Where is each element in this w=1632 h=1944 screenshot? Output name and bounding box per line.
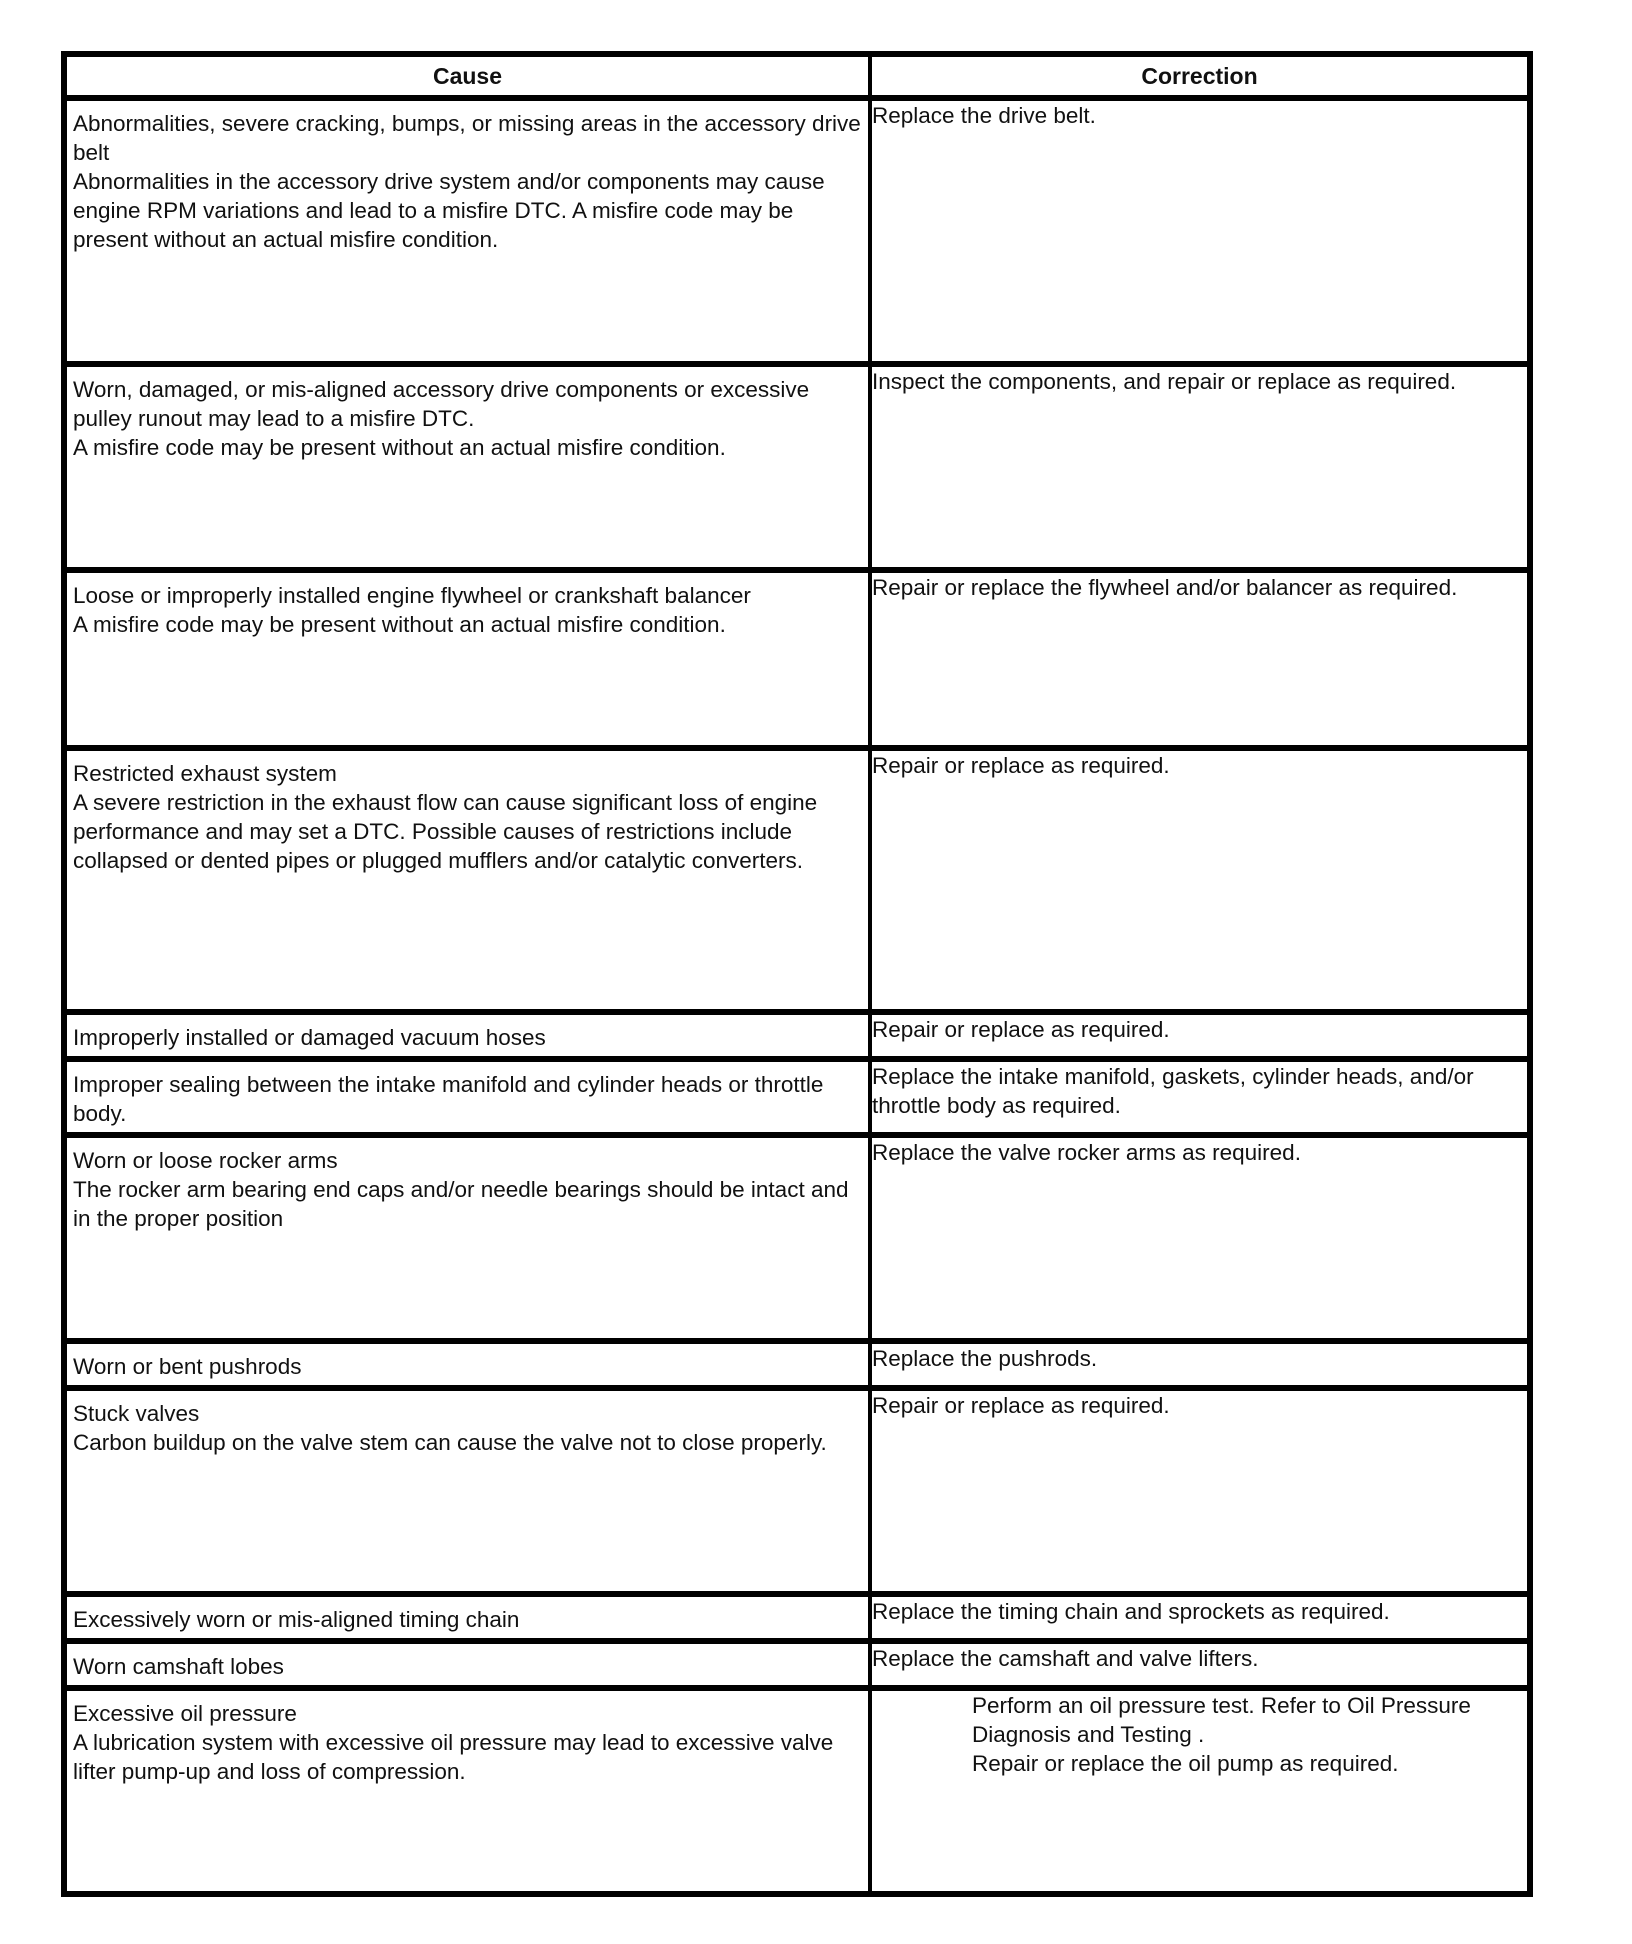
cause-cell	[65, 1640, 870, 1687]
table-row	[65, 1687, 1529, 1893]
cause-note: Abnormalities in the accessory drive system and/or components may cause engine RPM variations and lead to a misfire DTC. A misfire code may be present without an actual misfire condition.	[73, 169, 825, 252]
cause-cell	[65, 569, 870, 747]
cause-cell	[65, 1058, 870, 1134]
correction-cell: Repair or replace as required.	[870, 1011, 1529, 1058]
table-row	[65, 99, 1529, 363]
cause-cell	[65, 1387, 870, 1593]
header-row	[65, 55, 1529, 99]
cause-cell	[65, 363, 870, 569]
cause-cell	[65, 1134, 870, 1340]
correction-cell: Repair or replace as required.	[870, 747, 1529, 1011]
correction-cell: Replace the pushrods.	[870, 1340, 1529, 1387]
cause-note: A misfire code may be present without an actual misfire condition.	[73, 435, 726, 460]
cause-text: Abnormalities, severe cracking, bumps, or missing areas in the accessory drive belt	[73, 111, 861, 165]
table-row	[65, 1134, 1529, 1340]
cause-cell	[65, 1593, 870, 1640]
cause-note: A severe restriction in the exhaust flow can cause significant loss of engine performance and may set a DTC. Possible causes of restrictions include collapsed or dented pipes or plugged mufflers and/or catalytic converters.	[73, 790, 818, 873]
cause-note: Carbon buildup on the valve stem can cause the valve not to close properly.	[73, 1430, 827, 1455]
cause-correction-table	[61, 51, 1533, 1897]
cause-text: Loose or improperly installed engine flywheel or crankshaft balancer	[73, 583, 751, 608]
cause-note: The rocker arm bearing end caps and/or needle bearings should be intact and in the proper position	[73, 1177, 849, 1231]
correction-cell: Replace the intake manifold, gaskets, cylinder heads, and/or throttle body as required.	[870, 1058, 1529, 1134]
correction-cell: Replace the drive belt.	[870, 99, 1529, 363]
cause-cell	[65, 99, 870, 363]
table-row	[65, 1340, 1529, 1387]
cause-text: Worn camshaft lobes	[73, 1654, 284, 1679]
cause-text: Worn or bent pushrods	[73, 1354, 302, 1379]
table-row	[65, 1640, 1529, 1687]
cause-text: Worn, damaged, or mis-aligned accessory drive components or excessive pulley runout may lead to a misfire DTC.	[73, 377, 810, 431]
correction-cell: Replace the camshaft and valve lifters.	[870, 1640, 1529, 1687]
correction-steps	[872, 1691, 1527, 1778]
correction-step: Perform an oil pressure test. Refer to Oil Pressure Diagnosis and Testing .	[972, 1693, 1471, 1747]
correction-cell	[870, 1687, 1529, 1893]
cause-text: Restricted exhaust system	[73, 761, 337, 786]
cause-cell	[65, 1011, 870, 1058]
correction-cell: Repair or replace as required.	[870, 1387, 1529, 1593]
table-row	[65, 1058, 1529, 1134]
correction-cell: Inspect the components, and repair or replace as required.	[870, 363, 1529, 569]
table-row	[65, 1011, 1529, 1058]
correction-step: Repair or replace the oil pump as required.	[972, 1751, 1399, 1776]
cause-text: Excessively worn or mis-aligned timing chain	[73, 1607, 520, 1632]
correction-header: Correction	[870, 55, 1529, 99]
table-row	[65, 569, 1529, 747]
correction-cell: Repair or replace the flywheel and/or balancer as required.	[870, 569, 1529, 747]
cause-header: Cause	[65, 55, 870, 99]
cause-text: Improperly installed or damaged vacuum hoses	[73, 1025, 546, 1050]
table-row	[65, 363, 1529, 569]
cause-text: Excessive oil pressure	[73, 1701, 297, 1726]
cause-cell	[65, 1340, 870, 1387]
cause-text: Stuck valves	[73, 1401, 200, 1426]
cause-note: A lubrication system with excessive oil pressure may lead to excessive valve lifter pump-up and loss of compression.	[73, 1730, 834, 1784]
table-row	[65, 747, 1529, 1011]
cause-text: Improper sealing between the intake manifold and cylinder heads or throttle body.	[73, 1072, 824, 1126]
cause-cell	[65, 747, 870, 1011]
table-row	[65, 1387, 1529, 1593]
correction-cell: Replace the timing chain and sprockets as required.	[870, 1593, 1529, 1640]
cause-note: A misfire code may be present without an actual misfire condition.	[73, 612, 726, 637]
table-row	[65, 1593, 1529, 1640]
cause-cell	[65, 1687, 870, 1893]
cause-text: Worn or loose rocker arms	[73, 1148, 338, 1173]
correction-cell: Replace the valve rocker arms as required.	[870, 1134, 1529, 1340]
